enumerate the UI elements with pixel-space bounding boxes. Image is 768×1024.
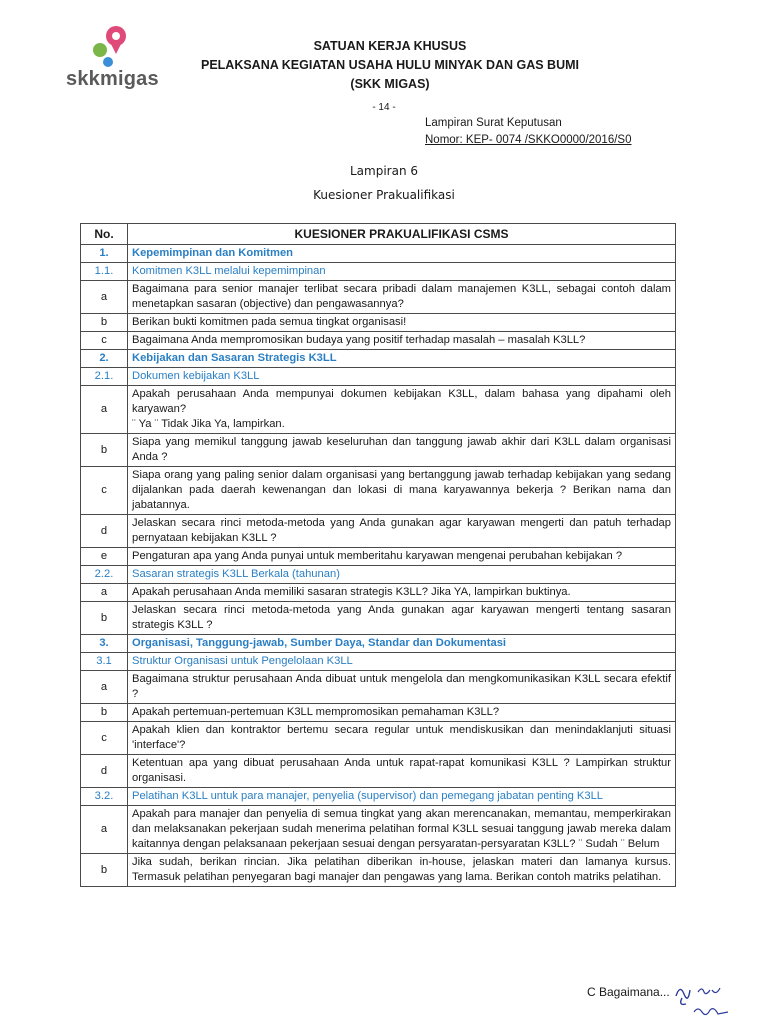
row-text-cell <box>128 854 676 887</box>
row-text: Komitmen K3LL melalui kepemimpinan <box>132 265 326 277</box>
row-text-cell <box>128 314 676 332</box>
row-text-cell <box>128 263 676 281</box>
row-number: 3.1 <box>81 653 128 671</box>
row-number: a <box>81 281 128 314</box>
question-row <box>81 755 676 788</box>
row-text-cell <box>128 332 676 350</box>
subsection-row <box>81 566 676 584</box>
row-text-cell <box>128 602 676 635</box>
row-text-cell <box>128 566 676 584</box>
row-number: a <box>81 671 128 704</box>
questionnaire-body <box>81 245 676 887</box>
row-text-cell <box>128 635 676 653</box>
subsection-row <box>81 263 676 281</box>
row-text: Sasaran strategis K3LL Berkala (tahunan) <box>132 568 340 580</box>
row-text-cell <box>128 653 676 671</box>
row-number: 2.2. <box>81 566 128 584</box>
question-row <box>81 671 676 704</box>
row-text-cell <box>128 788 676 806</box>
question-row <box>81 314 676 332</box>
row-text-cell <box>128 515 676 548</box>
row-number: b <box>81 434 128 467</box>
question-row <box>81 332 676 350</box>
row-text-cell <box>128 755 676 788</box>
question-row <box>81 722 676 755</box>
row-text-cell <box>128 245 676 263</box>
header-line-1: SATUAN KERJA KHUSUS <box>313 39 467 53</box>
question-row <box>81 704 676 722</box>
question-row <box>81 548 676 566</box>
column-header-no: No. <box>81 224 128 245</box>
row-text: Jelaskan secara rinci metoda-metoda yang Anda gunakan agar karyawan mengerti dan patuh terhadap pernyataan kebijakan K3LL ? <box>132 517 671 544</box>
row-text: Siapa orang yang paling senior dalam organisasi yang bertanggung jawab terhadap kebijakan yang sedang dijalankan pada daerah kewenangan dan lokasi di mana karyawannya bekerja ? Berikan nama dan jabatannya. <box>132 469 671 511</box>
page-number: - 14 - <box>372 102 396 113</box>
row-number: b <box>81 602 128 635</box>
row-text-cell <box>128 704 676 722</box>
question-row <box>81 467 676 515</box>
row-text-cell <box>128 722 676 755</box>
row-number: b <box>81 854 128 887</box>
row-text: Bagaimana para senior manajer terlibat secara pribadi dalam manajemen K3LL, sebagai contoh dalam menetapkan sasaran (objective) dan pengawasannya? <box>132 283 671 310</box>
row-text: Dokumen kebijakan K3LL <box>132 370 260 382</box>
subsection-row <box>81 788 676 806</box>
lampiran-ref-line-1: Lampiran Surat Keputusan <box>425 117 562 129</box>
row-text: Apakah para manajer dan penyelia di semua tingkat yang akan merencanakan, memantau, memperkirakan dan melaksanakan pekerjaan sudah menerima pelatihan formal K3LL sesuai tanggung jawab mereka dalam kaitannya dengan pelaksanaan pekerjaan sesuai dengan persyaratan-persyaratan K3LL? ¨ Sudah ¨ Belum <box>132 808 671 850</box>
handwritten-initials-icon <box>668 976 738 1020</box>
row-text: Ketentuan apa yang dibuat perusahaan Anda untuk rapat-rapat komunikasi K3LL ? Lampirkan struktur organisasi. <box>132 757 671 784</box>
section-row <box>81 350 676 368</box>
row-text-cell <box>128 548 676 566</box>
row-text-cell <box>128 806 676 854</box>
row-number: d <box>81 755 128 788</box>
question-row <box>81 602 676 635</box>
row-text-cell <box>128 368 676 386</box>
row-text: Struktur Organisasi untuk Pengelolaan K3LL <box>132 655 353 667</box>
row-text: Apakah perusahaan Anda mempunyai dokumen kebijakan K3LL, dalam bahasa yang dipahami oleh karyawan? <box>132 388 671 415</box>
row-text: Apakah pertemuan-pertemuan K3LL mempromosikan pemahaman K3LL? <box>132 706 500 718</box>
row-text-cell <box>128 386 676 434</box>
row-number: e <box>81 548 128 566</box>
subsection-row <box>81 368 676 386</box>
footer-continuation: C Bagaimana... <box>587 985 670 999</box>
row-text: Organisasi, Tanggung-jawab, Sumber Daya, Standar dan Dokumentasi <box>132 637 507 649</box>
row-text: Pengaturan apa yang Anda punyai untuk memberitahu karyawan mengenai perubahan kebijakan ? <box>132 550 623 562</box>
subsection-row <box>81 653 676 671</box>
row-text: Bagaimana Anda mempromosikan budaya yang positif terhadap masalah – masalah K3LL? <box>132 334 586 346</box>
section-row <box>81 245 676 263</box>
row-text-cell <box>128 350 676 368</box>
row-text: Apakah klien dan kontraktor bertemu secara regular untuk mendiskusikan dan menindaklanjuti situasi 'interface'? <box>132 724 671 751</box>
row-number: 1.1. <box>81 263 128 281</box>
row-number: a <box>81 806 128 854</box>
attachment-title: Lampiran 6 <box>349 164 419 178</box>
header-line-3: (SKK MIGAS) <box>350 77 430 91</box>
row-text-cell <box>128 434 676 467</box>
row-text-cell <box>128 584 676 602</box>
row-number: c <box>81 467 128 515</box>
row-text: Siapa yang memikul tanggung jawab keseluruhan dan tanggung jawab akhir dari K3LL dalam organisasi Anda ? <box>132 436 671 463</box>
row-number: b <box>81 314 128 332</box>
header-line-2: PELAKSANA KEGIATAN USAHA HULU MINYAK DAN GAS BUMI <box>200 58 579 72</box>
row-text: Jika sudah, berikan rincian. Jika pelatihan diberikan in-house, jelaskan materi dan lamanya kursus. Termasuk pelatihan penyegaran bagi manajer dan pengawas yang lama. Berikan contoh matriks pelatihan. <box>132 856 671 883</box>
row-number: 2. <box>81 350 128 368</box>
logo-text: skkmigas <box>66 68 159 90</box>
section-row <box>81 635 676 653</box>
row-number: d <box>81 515 128 548</box>
row-text: Bagaimana struktur perusahaan Anda dibuat untuk mengelola dan mengkomunikasikan K3LL secara efektif ? <box>132 673 671 700</box>
row-text: Pelatihan K3LL untuk para manajer, penyelia (supervisor) dan pemegang jabatan penting K3LL <box>132 790 604 802</box>
lampiran-reference <box>425 115 631 149</box>
column-header-title: KUESIONER PRAKUALIFIKASI CSMS <box>128 224 676 245</box>
lampiran-ref-number: Nomor: KEP- 0074 /SKKO0000/2016/S0 <box>425 134 632 146</box>
row-number: 2.1. <box>81 368 128 386</box>
question-row <box>81 806 676 854</box>
row-text-cell <box>128 467 676 515</box>
question-row <box>81 434 676 467</box>
row-number: a <box>81 386 128 434</box>
row-number: c <box>81 722 128 755</box>
row-number: 3. <box>81 635 128 653</box>
row-number: 3.2. <box>81 788 128 806</box>
question-row <box>81 386 676 434</box>
questionnaire-table <box>80 223 676 887</box>
row-text: Berikan bukti komitmen pada semua tingkat organisasi! <box>132 316 407 328</box>
row-text: Kebijakan dan Sasaran Strategis K3LL <box>132 352 337 364</box>
row-text-cell <box>128 671 676 704</box>
row-text: Kepemimpinan dan Komitmen <box>132 247 293 259</box>
row-number: 1. <box>81 245 128 263</box>
row-number: a <box>81 584 128 602</box>
question-row <box>81 584 676 602</box>
question-row <box>81 515 676 548</box>
row-text: Apakah perusahaan Anda memiliki sasaran strategis K3LL? Jika YA, lampirkan buktinya. <box>132 586 571 598</box>
attachment-subtitle: Kuesioner Prakualifikasi <box>313 188 455 202</box>
row-number: b <box>81 704 128 722</box>
question-row <box>81 281 676 314</box>
row-text-cell <box>128 281 676 314</box>
row-extra: ¨ Ya ¨ Tidak Jika Ya, lampirkan. <box>132 418 285 430</box>
question-row <box>81 854 676 887</box>
row-text: Jelaskan secara rinci metoda-metoda yang Anda gunakan agar karyawan mengerti tentang sasaran strategis K3LL ? <box>132 604 671 631</box>
row-number: c <box>81 332 128 350</box>
